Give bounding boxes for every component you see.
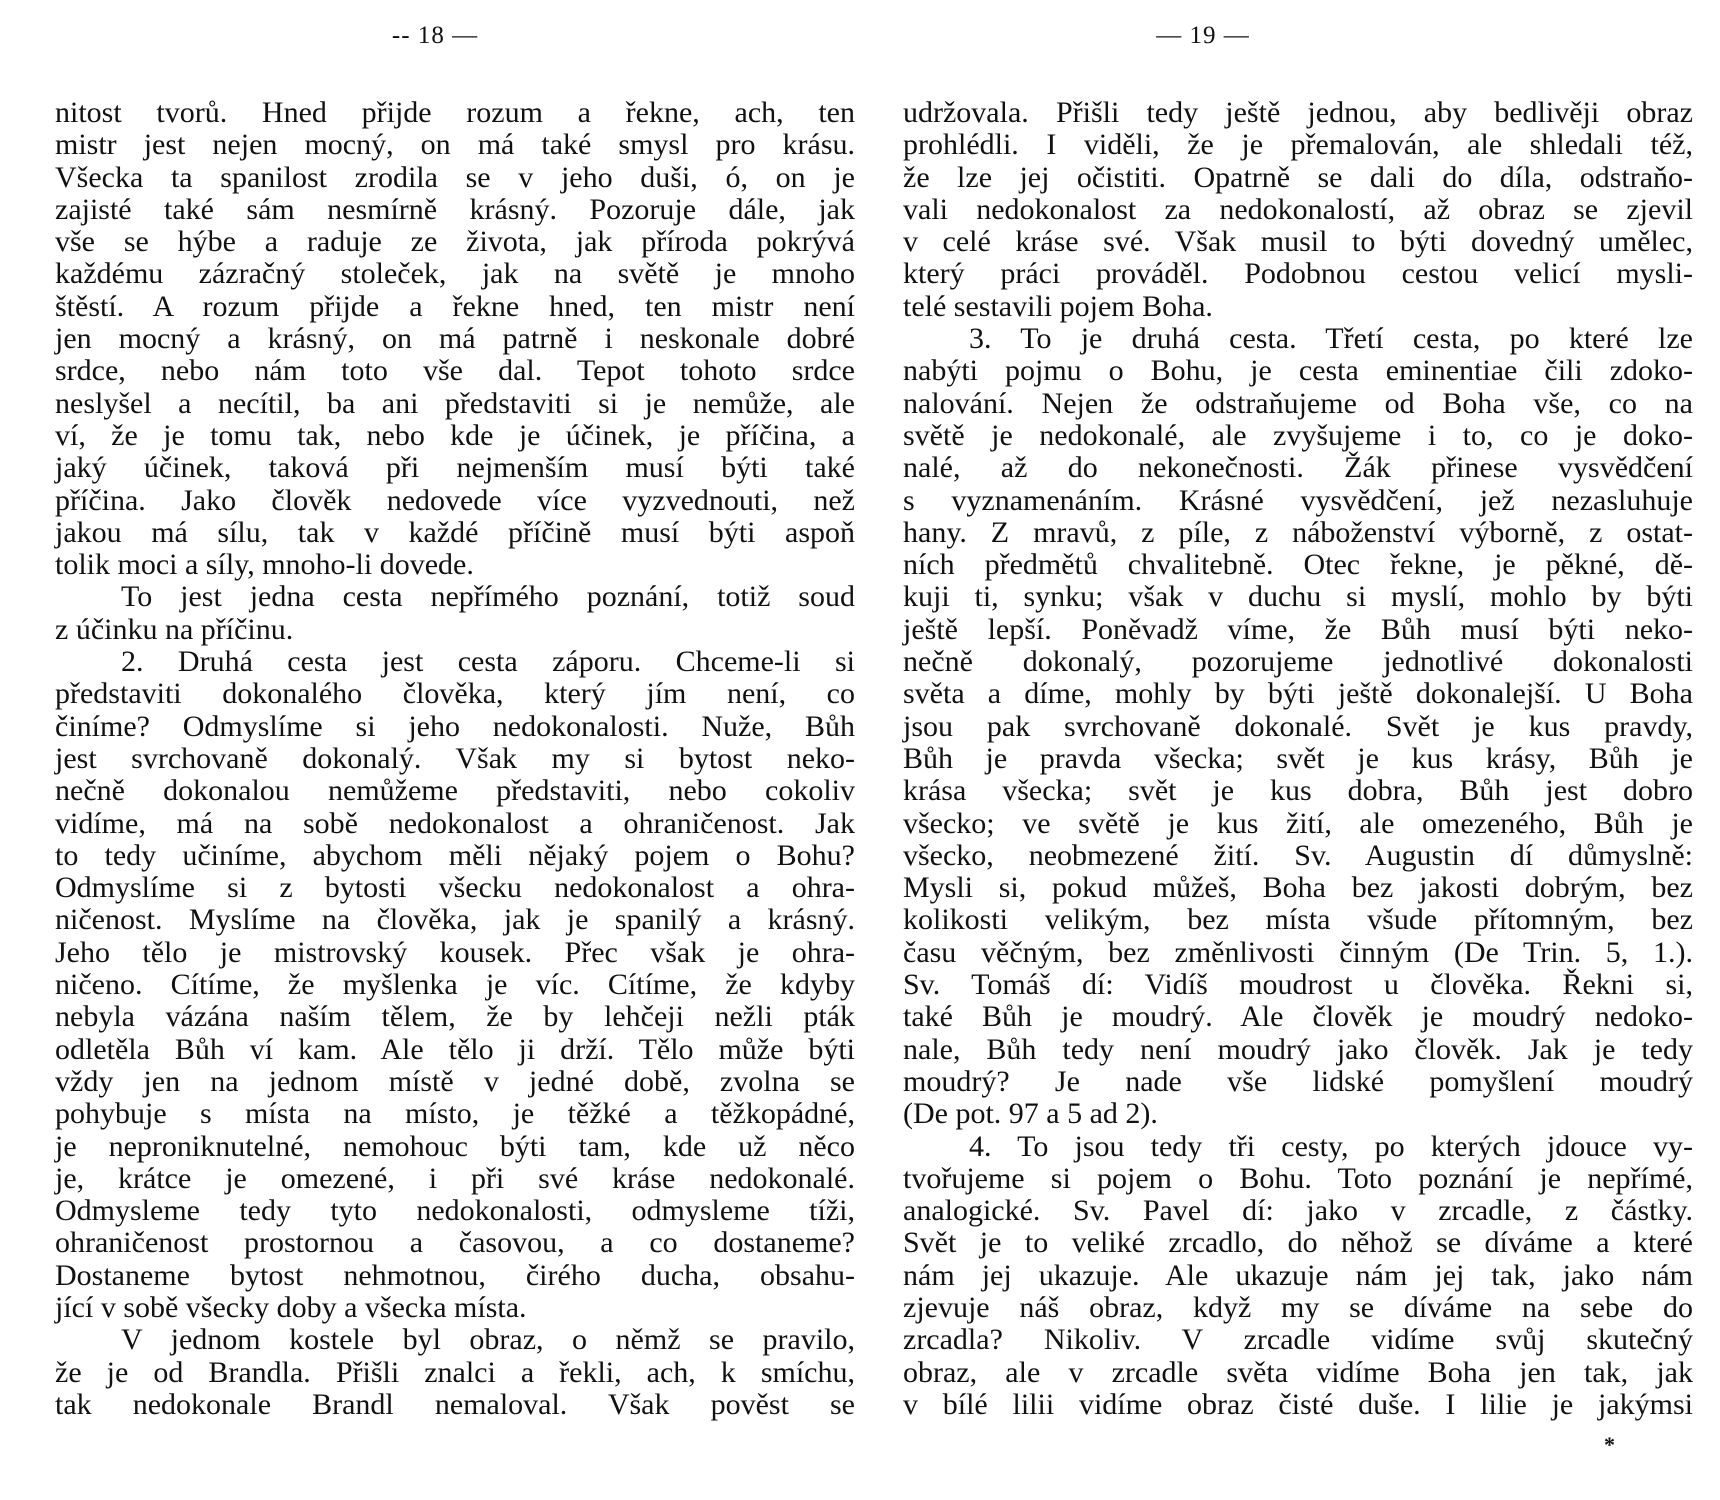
text-line: udržovala. Přišli tedy ještě jednou, aby bedlivěji obraz bbox=[903, 96, 1693, 129]
text-line: jící v sobě všecky doby a všecka místa. bbox=[55, 1290, 527, 1324]
text-line: že lze jej očistiti. Opatrně se dali do díla, odstraňo- bbox=[903, 160, 1693, 194]
text-line: s vyznamenáním. Krásné vysvědčení, jež nezasluhuje bbox=[903, 483, 1693, 517]
text-line: nale, Bůh tedy není moudrý jako člověk. Jak je tedy bbox=[903, 1032, 1693, 1066]
right-page-number: — 19 — bbox=[1156, 22, 1250, 49]
text-line: štěstí. A rozum přijde a řekne hned, ten mistr není bbox=[55, 289, 855, 323]
text-line: nám jej ukazuje. Ale ukazuje nám jej tak, jako nám bbox=[903, 1258, 1693, 1292]
text-line: zajisté také sám nesmírně krásný. Pozoruje dále, jak bbox=[55, 192, 855, 226]
left-page-text bbox=[55, 97, 855, 1421]
text-line: prohlédli. I viděli, že je přemalován, ale shledali též, bbox=[903, 128, 1693, 162]
right-page-text bbox=[903, 97, 1693, 1421]
text-line: z účinku na příčinu. bbox=[55, 612, 294, 646]
text-line: je, krátce je omezené, i při své kráse nedokonalé. bbox=[55, 1161, 855, 1195]
text-line: analogické. Sv. Pavel dí: jako v zrcadle, z částky. bbox=[903, 1194, 1693, 1228]
text-line: ještě lepší. Poněvadž víme, že Bůh musí býti neko- bbox=[903, 612, 1693, 646]
text-line: tak nedokonale Brandl nemaloval. Však pověst se bbox=[55, 1387, 855, 1421]
text-line: ničeno. Cítíme, že myšlenka je víc. Cítíme, že kdyby bbox=[55, 968, 855, 1002]
text-line: pohybuje s místa na místo, je těžké a těžkopádné, bbox=[55, 1097, 855, 1131]
text-line: ohraničenost prostornou a časovou, a co dostaneme? bbox=[55, 1226, 855, 1260]
text-line: světa a díme, mohly by býti ještě dokonalejší. U Boha bbox=[903, 677, 1693, 711]
text-line: Dostaneme bytost nehmotnou, čirého ducha, obsahu- bbox=[55, 1258, 855, 1292]
text-line: všecko, neobmezené žití. Sv. Augustin dí důmyslně: bbox=[903, 838, 1693, 872]
left-page-number: -- 18 — bbox=[391, 22, 479, 49]
text-line: Odmysleme tedy tyto nedokonalosti, odmysleme tíži, bbox=[55, 1194, 855, 1228]
text-line: Sv. Tomáš dí: Vidíš moudrost u člověka. Řekni si, bbox=[903, 968, 1693, 1002]
text-line: příčina. Jako člověk nedovede více vyzvednouti, než bbox=[55, 483, 855, 517]
text-line: to tedy učiníme, abychom měli nějaký pojem o Bohu? bbox=[55, 838, 855, 872]
text-line: světě je nedokonalé, ale zvyšujeme i to, co je doko- bbox=[903, 418, 1693, 452]
text-line: vali nedokonalost za nedokonalostí, až obraz se zjevil bbox=[903, 192, 1693, 226]
text-line: který práci prováděl. Podobnou cestou velicí mysli- bbox=[903, 257, 1693, 291]
text-line: nečně dokonalý, pozorujeme jednotlivé dokonalosti bbox=[903, 645, 1693, 679]
text-line: Bůh je pravda všecka; svět je kus krásy, Bůh je bbox=[903, 741, 1693, 775]
text-line: 2. Druhá cesta jest cesta záporu. Chceme-li si bbox=[121, 645, 855, 679]
text-line: tolik moci a síly, mnoho-li dovede. bbox=[55, 548, 474, 582]
text-line: ničenost. Myslíme na člověka, jak je spanilý a krásný. bbox=[55, 903, 855, 937]
text-line: nalé, až do nekonečnosti. Žák přinese vysvědčení bbox=[903, 451, 1693, 485]
text-line: že je od Brandla. Přišli znalci a řekli, ach, k smíchu, bbox=[55, 1355, 855, 1389]
text-line: neslyšel a necítil, ba ani představiti si je nemůže, ale bbox=[55, 386, 855, 420]
text-line: jen mocný a krásný, on má patrně i neskonale dobré bbox=[55, 322, 855, 356]
text-line: ních předmětů chvalitebně. Otec řekne, je pěkné, dě- bbox=[903, 548, 1693, 582]
text-line: jaký účinek, taková při nejmenším musí býti také bbox=[55, 451, 855, 485]
text-line: hany. Z mravů, z píle, z náboženství výborně, z ostat- bbox=[903, 515, 1693, 549]
text-line: v bílé lilii vidíme obraz čisté duše. I lilie je jakýmsi bbox=[903, 1387, 1693, 1421]
text-line: Všecka ta spanilost zrodila se v jeho duši, ó, on je bbox=[55, 160, 855, 194]
text-line: vidíme, má na sobě nedokonalost a ohraničenost. Jak bbox=[55, 806, 855, 840]
text-line: zrcadla? Nikoliv. V zrcadle vidíme svůj skutečný bbox=[903, 1323, 1693, 1357]
text-line: také Bůh je moudrý. Ale člověk je moudrý nedoko- bbox=[903, 1000, 1693, 1034]
text-line: Jeho tělo je mistrovský kousek. Přec však je ohra- bbox=[55, 935, 855, 969]
left-page bbox=[55, 0, 855, 1500]
text-line: To jest jedna cesta nepřímého poznání, totiž soud bbox=[121, 580, 855, 614]
text-line: 3. To je druhá cesta. Třetí cesta, po které lze bbox=[969, 322, 1693, 356]
text-line: odletěla Bůh ví kam. Ale tělo ji drží. Tělo může býti bbox=[55, 1032, 855, 1066]
text-line: jsou pak svrchovaně dokonalé. Svět je kus pravdy, bbox=[903, 709, 1693, 743]
text-line: mistr jest nejen mocný, on má také smysl pro krásu. bbox=[55, 128, 855, 162]
text-line: 4. To jsou tedy tři cesty, po kterých jdouce vy- bbox=[969, 1129, 1693, 1163]
text-line: Mysli si, pokud můžeš, Boha bez jakosti dobrým, bez bbox=[903, 871, 1693, 905]
text-line: představiti dokonalého člověka, který jím není, co bbox=[55, 677, 855, 711]
text-line: (De pot. 97 a 5 ad 2). bbox=[903, 1097, 1158, 1131]
text-line: vždy jen na jednom místě v jedné době, zvolna se bbox=[55, 1064, 855, 1098]
text-line: moudrý? Je nade vše lidské pomyšlení moudrý bbox=[903, 1064, 1693, 1098]
text-line: obraz, ale v zrcadle světa vidíme Boha jen tak, jak bbox=[903, 1355, 1693, 1389]
text-line: času věčným, bez změnlivosti činným (De Trin. 5, 1.). bbox=[903, 935, 1693, 969]
text-line: srdce, nebo nám toto vše dal. Tepot tohoto srdce bbox=[55, 354, 855, 388]
right-page bbox=[903, 0, 1693, 1500]
text-line: vše se hýbe a raduje ze života, jak příroda pokrývá bbox=[55, 225, 855, 259]
text-line: jest svrchovaně dokonalý. Však my si bytost neko- bbox=[55, 741, 855, 775]
text-line: Svět je to veliké zrcadlo, do něhož se díváme a které bbox=[903, 1226, 1693, 1260]
text-line: je neproniknutelné, nemohouc býti tam, kde už něco bbox=[55, 1129, 855, 1163]
text-line: nečně dokonalou nemůžeme představiti, nebo cokoliv bbox=[55, 774, 855, 808]
footnote-mark: * bbox=[1604, 1432, 1615, 1457]
text-line: každému zázračný stoleček, jak na světě je mnoho bbox=[55, 257, 855, 291]
text-line: v celé kráse své. Však musil to býti dovedný umělec, bbox=[903, 225, 1693, 259]
text-line: kolikosti velikým, bez místa všude přítomným, bez bbox=[903, 903, 1693, 937]
text-line: tvořujeme si pojem o Bohu. Toto poznání je nepřímé, bbox=[903, 1161, 1693, 1195]
text-line: krása všecka; svět je kus dobra, Bůh jest dobro bbox=[903, 774, 1693, 808]
text-line: ví, že je tomu tak, nebo kde je účinek, je příčina, a bbox=[55, 418, 855, 452]
text-line: V jednom kostele byl obraz, o němž se pravilo, bbox=[121, 1323, 855, 1357]
text-line: činíme? Odmyslíme si jeho nedokonalosti. Nuže, Bůh bbox=[55, 709, 855, 743]
text-line: jakou má sílu, tak v každé příčině musí býti aspoň bbox=[55, 515, 855, 549]
text-line: Odmyslíme si z bytosti všecku nedokonalost a ohra- bbox=[55, 871, 855, 905]
text-line: kuji ti, synku; však v duchu si myslí, mohlo by býti bbox=[903, 580, 1693, 614]
text-line: nalování. Nejen že odstraňujeme od Boha vše, co na bbox=[903, 386, 1693, 420]
text-line: všecko; ve světě je kus žití, ale omezeného, Bůh je bbox=[903, 806, 1693, 840]
text-line: zjevuje náš obraz, když my se díváme na sebe do bbox=[903, 1290, 1693, 1324]
text-line: nebyla vázána naším tělem, že by lehčeji nežli pták bbox=[55, 1000, 855, 1034]
text-line: nabýti pojmu o Bohu, je cesta eminentiae čili zdoko- bbox=[903, 354, 1693, 388]
text-line: telé sestavili pojem Boha. bbox=[903, 289, 1213, 323]
text-line: nitost tvorů. Hned přijde rozum a řekne, ach, ten bbox=[55, 96, 855, 129]
